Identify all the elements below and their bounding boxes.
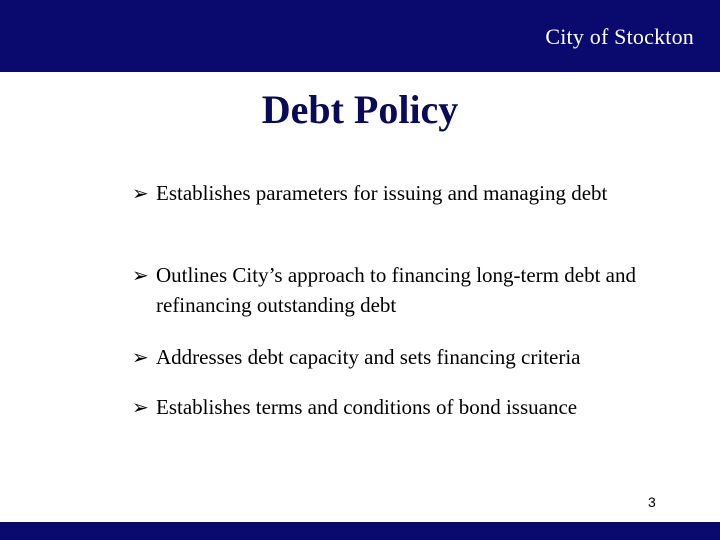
arrowhead-right-icon: ➢ [132,395,149,419]
bullet-text: Establishes terms and conditions of bond issuance [156,395,578,419]
arrowhead-right-icon: ➢ [132,181,149,205]
bullet-list [132,178,672,422]
bullet-item [132,392,672,422]
organization-name: City of Stockton [545,24,694,49]
bullet-text: Establishes parameters for issuing and managing debt [156,181,608,205]
bullet-item [132,342,672,372]
bullet-text: Addresses debt capacity and sets financing criteria [156,345,581,369]
arrowhead-right-icon: ➢ [132,345,149,369]
footer-band [0,522,720,540]
page-number: 3 [648,494,656,510]
slide-title-text: Debt Policy [261,87,459,132]
header-band [0,0,720,72]
arrowhead-right-icon: ➢ [132,263,149,287]
slide-title [0,86,720,133]
bullet-item [132,260,672,320]
bullet-item [132,178,672,238]
bullet-text: Outlines City’s approach to financing long-term debt and refinancing outstanding debt [156,263,636,317]
